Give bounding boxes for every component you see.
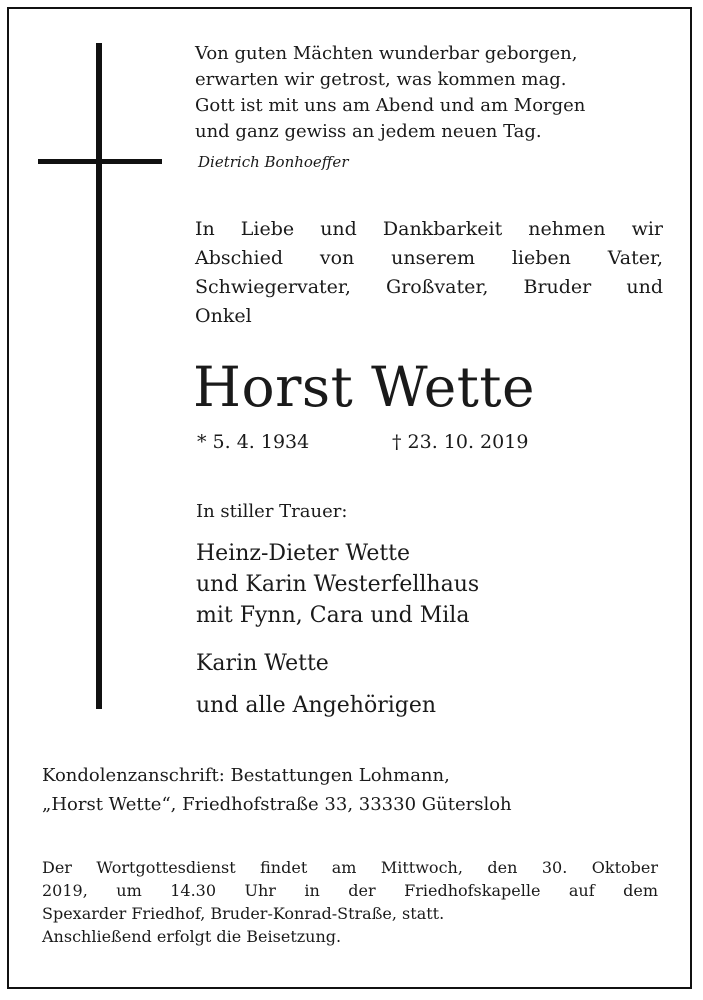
poem-author: Dietrich Bonhoeffer — [198, 153, 349, 171]
service-line: Der Wortgottesdienst findet am Mittwoch, den 30. Oktober — [42, 858, 658, 877]
intro-text — [195, 215, 663, 331]
birth-date: * 5. 4. 1934 — [197, 431, 310, 453]
mourners-heading: In stiller Trauer: — [196, 501, 348, 522]
obituary-frame — [7, 7, 692, 989]
service-info — [42, 856, 658, 948]
mourner-line: Heinz-Dieter Wette — [196, 541, 411, 566]
poem — [195, 41, 585, 145]
service-line: 2019, um 14.30 Uhr in der Friedhofskapelle auf dem — [42, 881, 658, 900]
service-line: Anschließend erfolgt die Beisetzung. — [42, 927, 342, 946]
cross-icon-horizontal-beam — [38, 159, 162, 164]
cross-icon-vertical-beam — [96, 43, 102, 709]
condolence-line: Kondolenzanschrift: Bestattungen Lohmann, — [42, 765, 450, 786]
intro-line: Abschied von unserem lieben Vater, — [195, 247, 663, 269]
poem-line: erwarten wir getrost, was kommen mag. — [195, 69, 567, 90]
mourner-line: und Karin Westerfellhaus — [196, 572, 480, 597]
poem-line: Gott ist mit uns am Abend und am Morgen — [195, 95, 586, 116]
mourners-group-1 — [196, 538, 479, 631]
mourners-group-3: und alle Angehörigen — [196, 693, 437, 718]
condolence-line: „Horst Wette“, Friedhofstraße 33, 33330 Gütersloh — [42, 794, 512, 815]
poem-line: und ganz gewiss an jedem neuen Tag. — [195, 121, 542, 142]
intro-line: In Liebe und Dankbarkeit nehmen wir — [195, 218, 663, 240]
death-date: † 23. 10. 2019 — [392, 431, 529, 453]
service-line: Spexarder Friedhof, Bruder-Konrad-Straße, statt. — [42, 904, 445, 923]
poem-line: Von guten Mächten wunderbar geborgen, — [195, 43, 578, 64]
mourner-line: mit Fynn, Cara und Mila — [196, 603, 470, 628]
condolence-address — [42, 761, 512, 819]
intro-line: Onkel — [195, 305, 252, 327]
intro-line: Schwiegervater, Großvater, Bruder und — [195, 276, 663, 298]
mourners-group-2: Karin Wette — [196, 651, 329, 676]
deceased-name: Horst Wette — [193, 355, 536, 419]
